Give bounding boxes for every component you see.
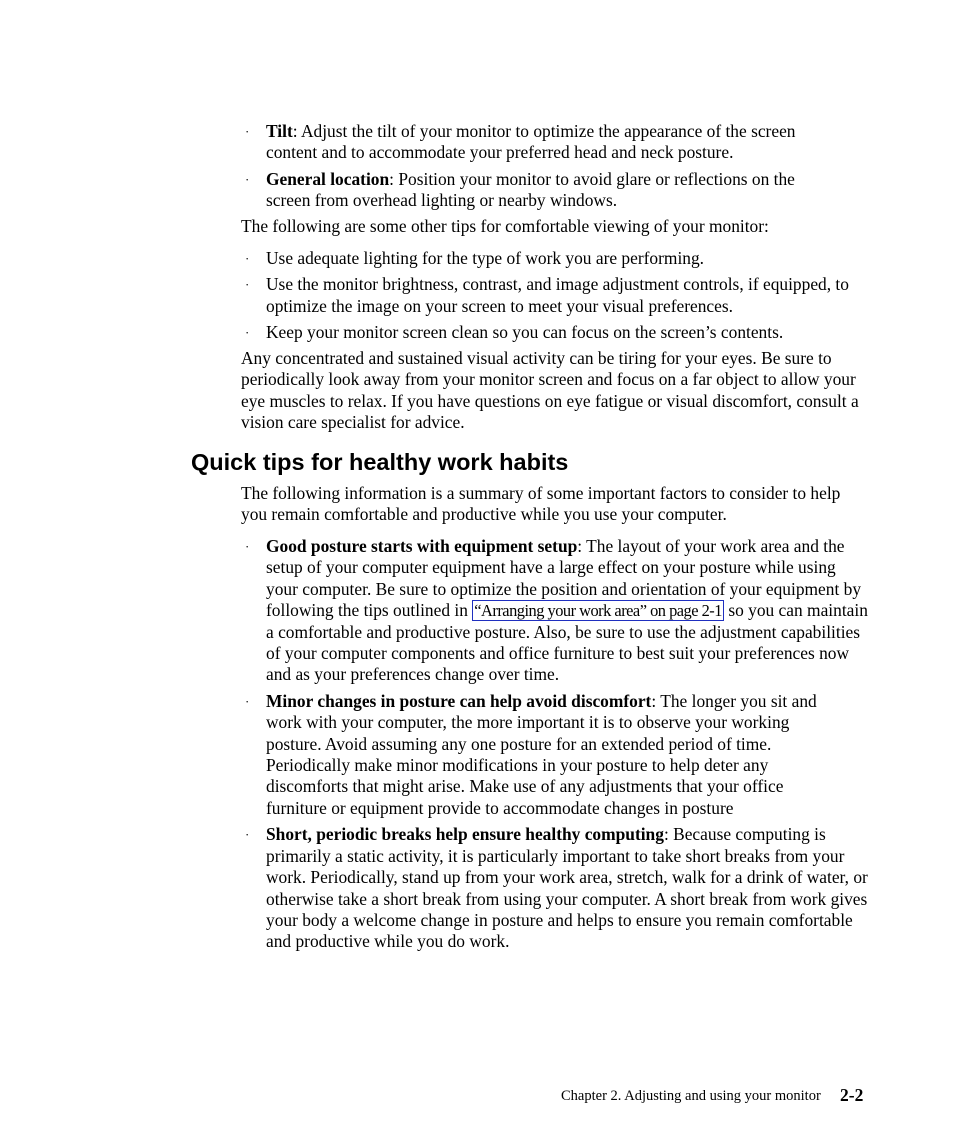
list-item-text: : The layout of your work area and the setup of your computer equipment have a large effect on your posture while using your computer. Be sure to optimize the position and orientation of your equipment by following the tips outlined in [266,536,862,621]
bullet-icon: · [245,539,250,554]
bullet-icon: · [245,251,250,266]
list-item-text: Use the monitor brightness, contrast, and image adjustment controls, if equipped, to optimize the image on your screen to meet your visual preferences. [266,274,849,316]
cross-reference-link[interactable]: “Arranging your work area” on page 2-1 [474,601,722,621]
list-item-term: Minor changes in posture can help avoid discomfort [266,690,652,711]
list-item-term: General location [266,168,390,189]
viewing-tips-intro: The following are some other tips for comfortable viewing of your monitor: [241,216,769,236]
footer-page-number: 2-2 [840,1085,864,1105]
work-habits-list [241,536,869,953]
list-item-term: Short, periodic breaks help ensure healthy computing [266,824,664,845]
list-item [241,121,841,164]
list-item-text-continued: so you can maintain a comfortable and productive posture. Also, be sure to use the adjustment capabilities of your computer components and office furniture to best suit your preferences now and as your preferences change over time. [266,600,868,685]
footer-chapter-title: Chapter 2. Adjusting and using your monitor [561,1088,821,1104]
list-item-text: : Position your monitor to avoid glare or reflections on the screen from overhead lighting or nearby windows. [266,168,795,211]
list-item [241,322,871,343]
list-item [241,274,871,317]
list-item [241,169,841,212]
bullet-icon: · [245,277,250,293]
list-item-text: : Because computing is primarily a static activity, it is particularly important to take short breaks from your work. Periodically, stand up from your work area, stretch, walk for a drink of water, or otherwise take a short break from using your computer. A short break from work gives your body a welcome change in posture and helps to ensure you remain comfortable and productive while you do work. [266,824,868,952]
list-item-text: : The longer you sit and work with your computer, the more important it is to observe your working posture. Avoid assuming any one posture for an extended period of time. Periodically make minor modifications in your posture to help deter any discomforts that might arise. Make use of any adjustments that your office furniture or equipment provide to accommodate changes in posture [266,690,817,818]
bullet-icon: · [245,325,250,341]
list-item-text: Keep your monitor screen clean so you can focus on the screen’s contents. [266,322,784,343]
bullet-icon: · [245,693,250,709]
list-item-term: Tilt [266,121,293,141]
section-heading: Quick tips for healthy work habits [191,449,569,475]
list-item [241,824,869,952]
list-item-text: : Adjust the tilt of your monitor to optimize the appearance of the screen content and to accommodate your preferred head and neck posture. [266,121,796,163]
viewing-tips-list [241,248,871,344]
monitor-adjustment-list [241,121,841,212]
list-item [241,536,869,686]
list-item-term: Good posture starts with equipment setup [266,536,578,556]
bullet-icon: · [245,827,250,843]
bullet-icon: · [245,124,250,139]
list-item [241,691,869,819]
list-item-text: Use adequate lighting for the type of work you are performing. [266,248,705,268]
eye-fatigue-paragraph: Any concentrated and sustained visual activity can be tiring for your eyes. Be sure to periodically look away from your monitor screen and focus on a far object to allow your eye muscles to relax. If you have questions on eye fatigue or visual discomfort, consult a vision care specialist for advice. [241,348,859,433]
section-intro: The following information is a summary of some important factors to consider to help you remain comfortable and productive while you use your computer. [241,483,841,525]
list-item [241,248,871,269]
bullet-icon: · [245,171,250,187]
